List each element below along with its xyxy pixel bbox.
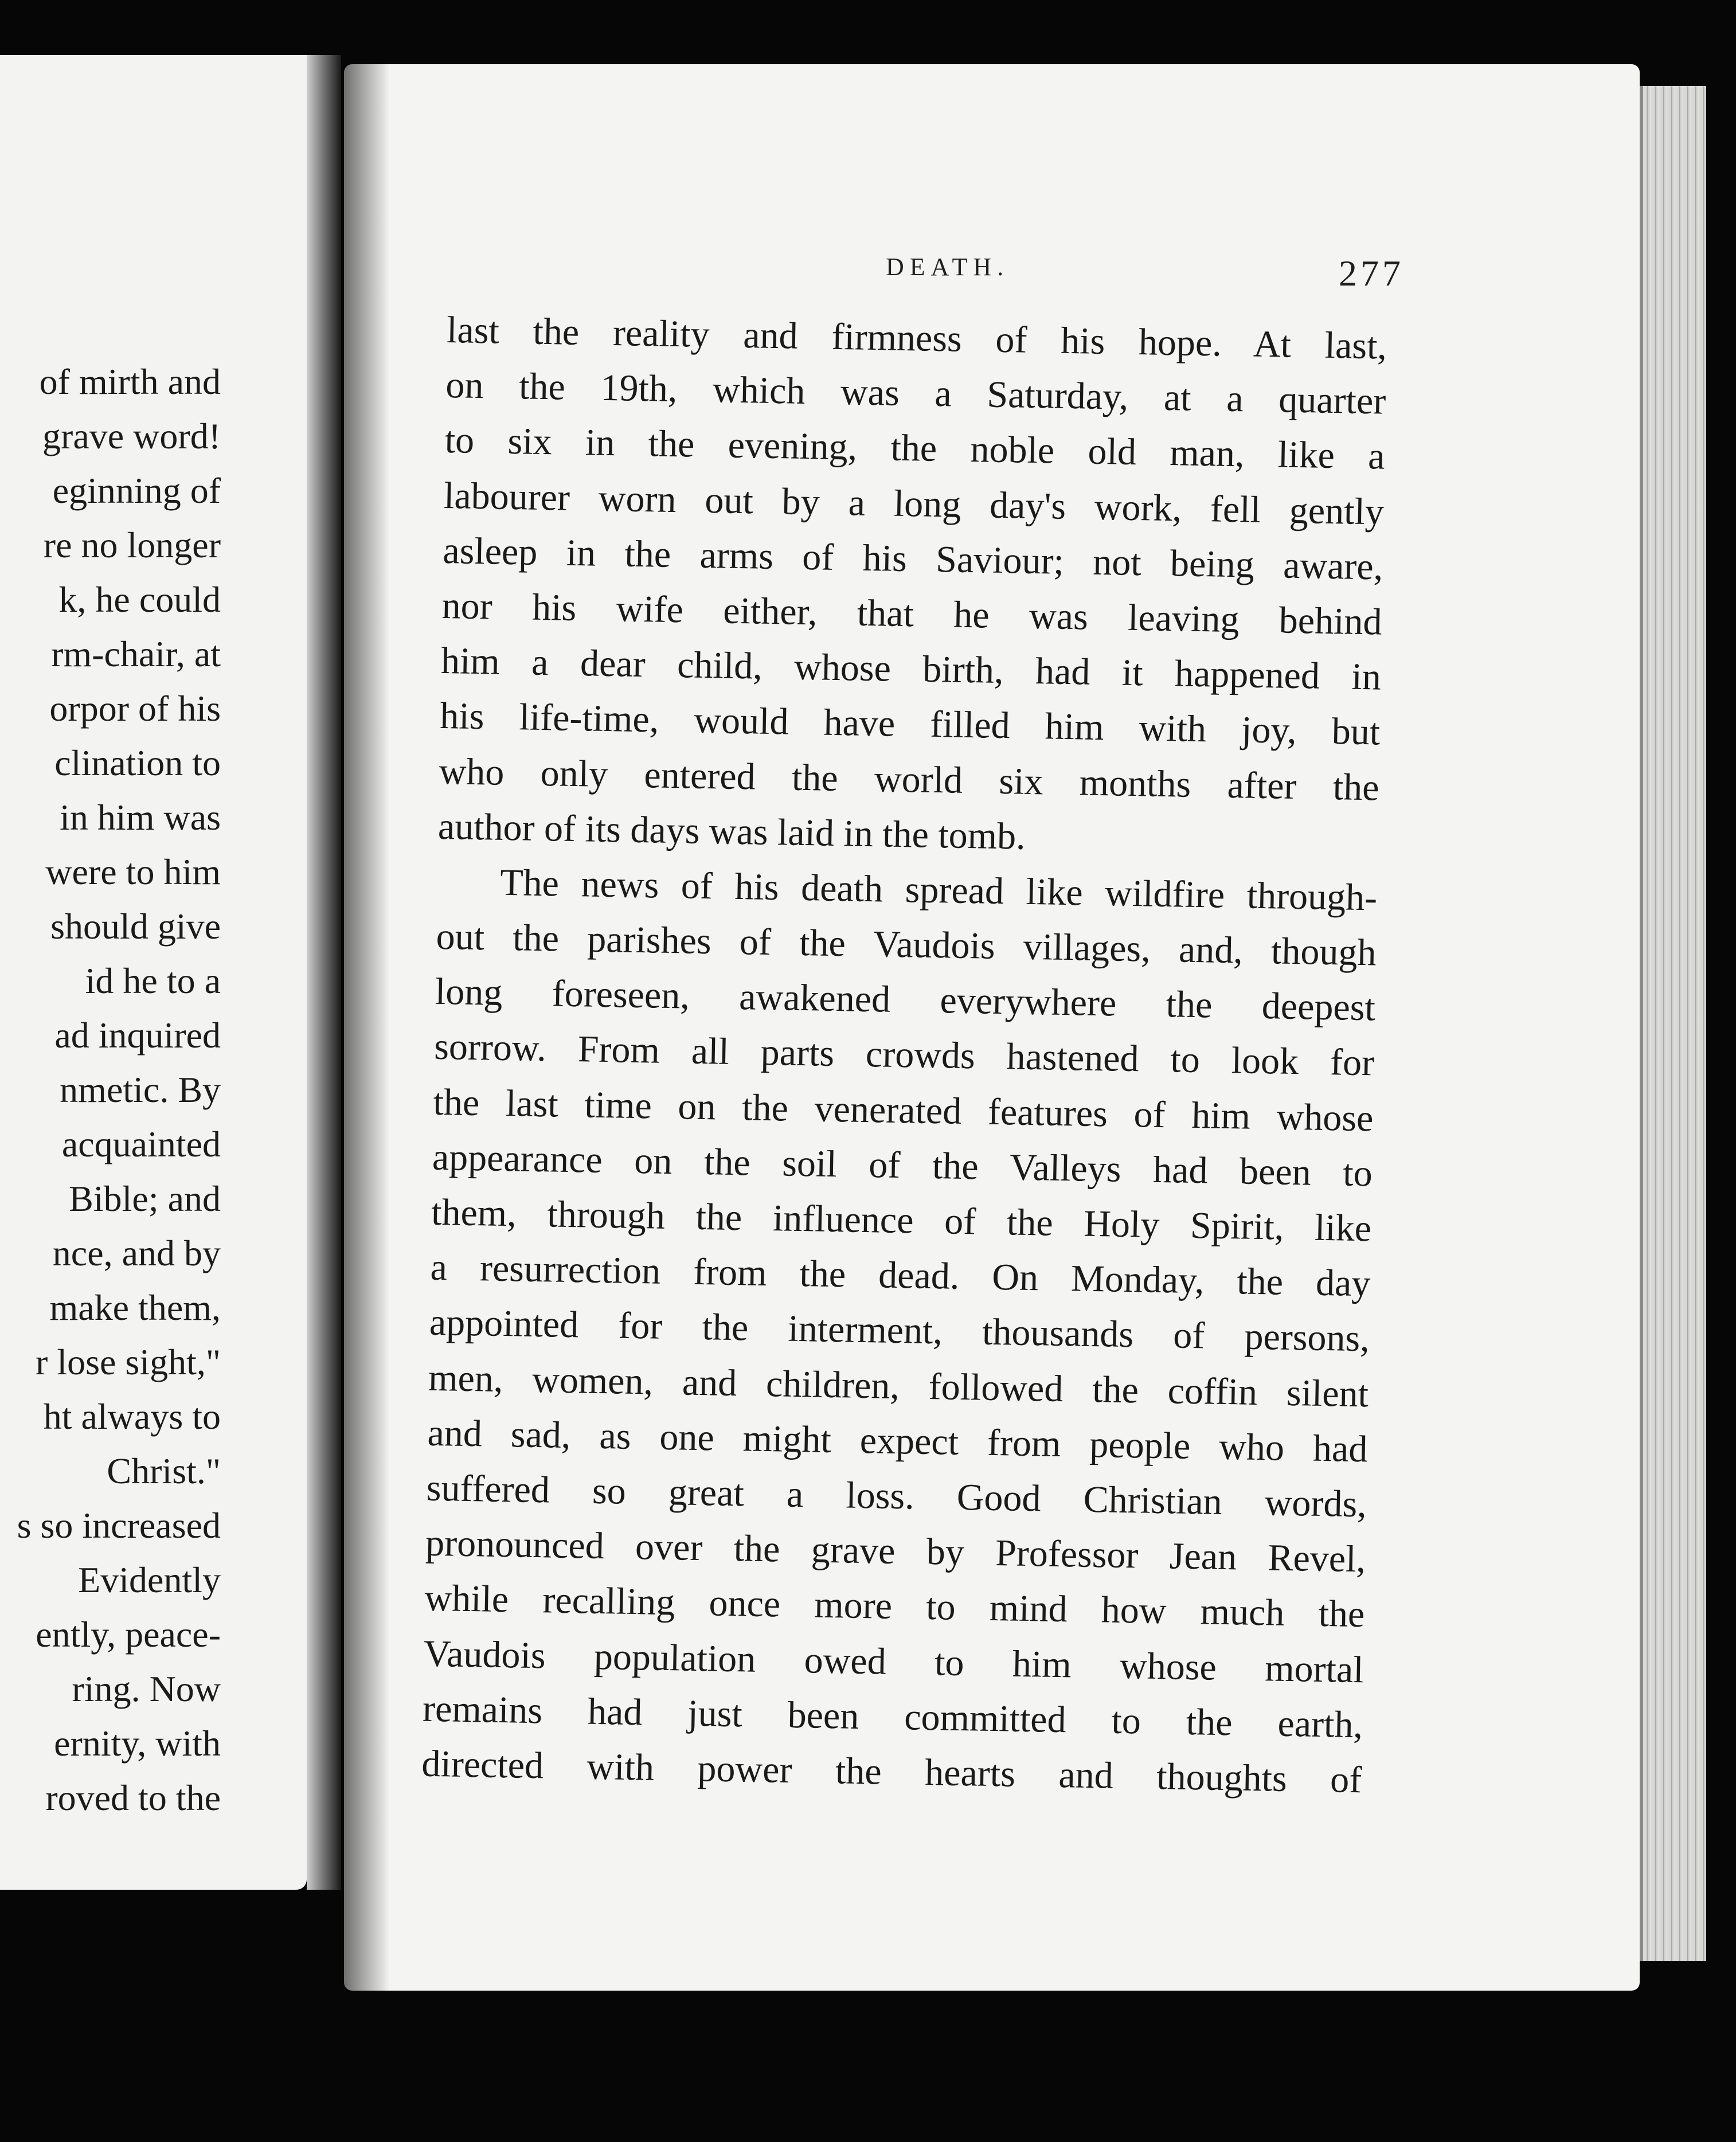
left-page-line: were to him xyxy=(45,851,221,892)
text-line: on the 19th, which was a Saturday, at a quarter xyxy=(445,364,1386,423)
left-page-line: roved to the xyxy=(45,1777,221,1818)
text-line: to six in the evening, the noble old man, like a xyxy=(444,419,1386,478)
text-line: and sad, as one might expect from people who had xyxy=(427,1412,1368,1471)
text-line: Vaudois population owed to him whose mortal xyxy=(423,1632,1364,1691)
text-line: long foreseen, awakened everywhere the deepest xyxy=(435,971,1376,1029)
left-page-line: orpor of his xyxy=(49,688,221,729)
book-gutter xyxy=(307,55,341,1890)
left-page-line: k, he could xyxy=(58,579,221,620)
left-page-line: Bible; and xyxy=(69,1178,221,1219)
left-page-line: rm-chair, at xyxy=(51,634,221,674)
left-page-line: should give xyxy=(50,906,221,947)
text-line: them, through the influence of the Holy Spirit, like xyxy=(431,1191,1372,1250)
text-line: appearance on the soil of the Valleys had been to xyxy=(432,1136,1373,1195)
left-page-line: nce, and by xyxy=(52,1233,221,1273)
left-page-line: eginning of xyxy=(52,470,221,511)
text-line: pronounced over the grave by Professor Jean Revel, xyxy=(425,1522,1366,1581)
text-line: out the parishes of the Vaudois villages, and, though xyxy=(436,915,1377,974)
text-line: a resurrection from the dead. On Monday, the day xyxy=(429,1246,1371,1305)
text-line: The news of his death spread like wildfire through- xyxy=(499,861,1378,919)
left-page-line: in him was xyxy=(60,797,221,838)
running-head: DEATH. xyxy=(886,253,1010,281)
text-line: men, women, and children, followed the coffin silent xyxy=(428,1357,1369,1415)
left-page-line: acquainted xyxy=(61,1124,221,1164)
left-page-line: Evidently xyxy=(78,1559,221,1600)
left-page-line: Christ." xyxy=(107,1451,221,1491)
left-facing-page xyxy=(0,55,307,1890)
left-page-line: ernity, with xyxy=(54,1723,221,1764)
left-page-line: ently, peace- xyxy=(36,1614,221,1655)
left-page-line: r lose sight," xyxy=(36,1342,221,1382)
text-line: appointed for the interment, thousands of persons, xyxy=(429,1301,1370,1360)
text-line: asleep in the arms of his Saviour; not being aware, xyxy=(442,529,1383,588)
left-page-line: ring. Now xyxy=(72,1668,221,1709)
text-line: remains had just been committed to the earth, xyxy=(422,1687,1363,1746)
gutter-shadow xyxy=(344,64,390,1991)
page-edges xyxy=(1640,86,1706,1961)
text-line: labourer worn out by a long day's work, fell gently xyxy=(443,474,1385,533)
left-page-line: re no longer xyxy=(43,525,221,565)
left-page-line: ad inquired xyxy=(54,1015,221,1056)
text-line: who only entered the world six months after the xyxy=(439,750,1380,808)
left-page-line: id he to a xyxy=(85,960,221,1001)
text-line: sorrow. From all parts crowds hastened to look for xyxy=(433,1026,1375,1084)
left-page-line: nmetic. By xyxy=(60,1069,221,1110)
text-line: while recalling once more to mind how much the xyxy=(424,1577,1365,1636)
left-page-line: ht always to xyxy=(43,1396,221,1437)
text-line: him a dear child, whose birth, had it happened in xyxy=(440,640,1382,698)
text-line: last the reality and firmness of his hope. At last, xyxy=(446,308,1387,368)
text-line: the last time on the venerated features of him whose xyxy=(433,1081,1374,1140)
text-line: his life-time, would have filled him with joy, but xyxy=(439,695,1381,753)
body-text xyxy=(421,303,1387,1808)
text-line: directed with power the hearts and thoughts of xyxy=(421,1742,1362,1801)
text-line: nor his wife either, that he was leaving behind xyxy=(441,584,1383,643)
left-page-line: make them, xyxy=(49,1287,221,1328)
left-page-line: clination to xyxy=(54,742,221,783)
left-page-line: s so increased xyxy=(17,1505,221,1546)
text-line: author of its days was laid in the tomb. xyxy=(437,805,1026,858)
left-page-line: grave word! xyxy=(42,416,221,456)
page-number: 277 xyxy=(1339,253,1404,294)
text-line: suffered so great a loss. Good Christian words, xyxy=(426,1467,1367,1526)
left-page-line: of mirth and xyxy=(39,361,221,402)
